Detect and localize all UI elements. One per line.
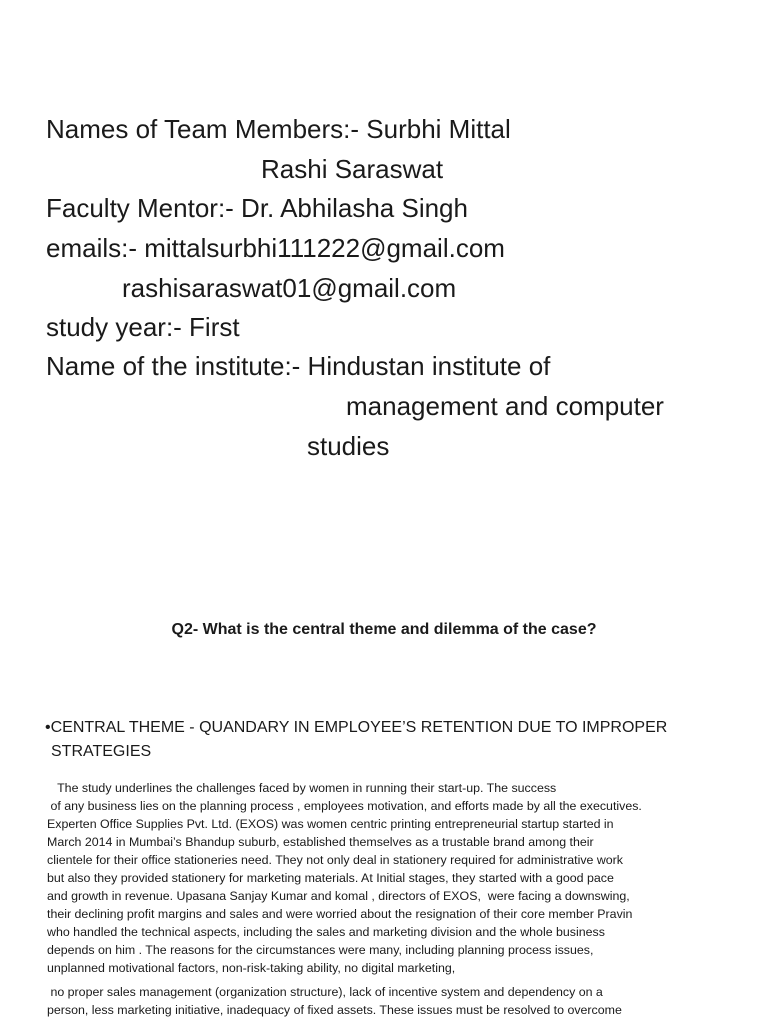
paragraph-line: clientele for their office stationeries need. They not only deal in stationery required for administrative work	[47, 853, 624, 867]
paragraph-line: but also they provided stationery for marketing materials. At Initial stages, they started with a good pace	[47, 871, 614, 885]
central-theme-line: •CENTRAL THEME - QUANDARY IN EMPLOYEE’S RETENTION DUE TO IMPROPER	[45, 719, 668, 736]
paragraph-line: person, less marketing initiative, inadequacy of fixed assets. These issues must be resolved to overcome	[47, 1003, 622, 1017]
paragraph-line: unplanned motivational factors, non-risk-taking ability, no digital marketing,	[47, 961, 456, 975]
study-year-line: study year:- First	[46, 312, 240, 342]
email-address: rashisaraswat01@gmail.com	[122, 273, 457, 303]
team-members-line: Names of Team Members:- Surbhi Mittal	[46, 114, 511, 144]
case-summary-paragraph	[47, 779, 747, 1019]
paragraph-line: The study underlines the challenges faced by women in running their start-up. The success	[47, 781, 557, 795]
paragraph-line: their declining profit margins and sales and were worried about the resignation of their core member Pravin	[47, 907, 633, 921]
central-theme-line: STRATEGIES	[51, 743, 152, 760]
institute-continuation: management and computer	[346, 391, 664, 421]
team-member-name: Rashi Saraswat	[261, 154, 444, 184]
emails-line: emails:- mittalsurbhi111222@gmail.com	[46, 233, 505, 263]
paragraph-line: of any business lies on the planning process , employees motivation, and efforts made by all the executives.	[47, 799, 642, 813]
paragraph-line: Experten Office Supplies Pvt. Ltd. (EXOS) was women centric printing entrepreneurial startup started in	[47, 817, 614, 831]
central-theme	[45, 716, 745, 764]
paragraph-line: no proper sales management (organization structure), lack of incentive system and dependency on a	[47, 985, 603, 999]
paragraph-line: March 2014 in Mumbai’s Bhandup suburb, established themselves as a trustable brand among their	[47, 835, 594, 849]
institute-continuation: studies	[307, 431, 390, 461]
institute-line: Name of the institute:- Hindustan institute of	[46, 351, 551, 381]
paragraph-line: and growth in revenue. Upasana Sanjay Kumar and komal , directors of EXOS, were facing a downswing,	[47, 889, 630, 903]
paragraph-line: depends on him . The reasons for the circumstances were many, including planning process issues,	[47, 943, 594, 957]
faculty-mentor-line: Faculty Mentor:- Dr. Abhilasha Singh	[46, 193, 468, 223]
question-heading: Q2- What is the central theme and dilemma of the case?	[171, 621, 597, 638]
paragraph-line: who handled the technical aspects, including the sales and marketing division and the whole business	[47, 925, 605, 939]
